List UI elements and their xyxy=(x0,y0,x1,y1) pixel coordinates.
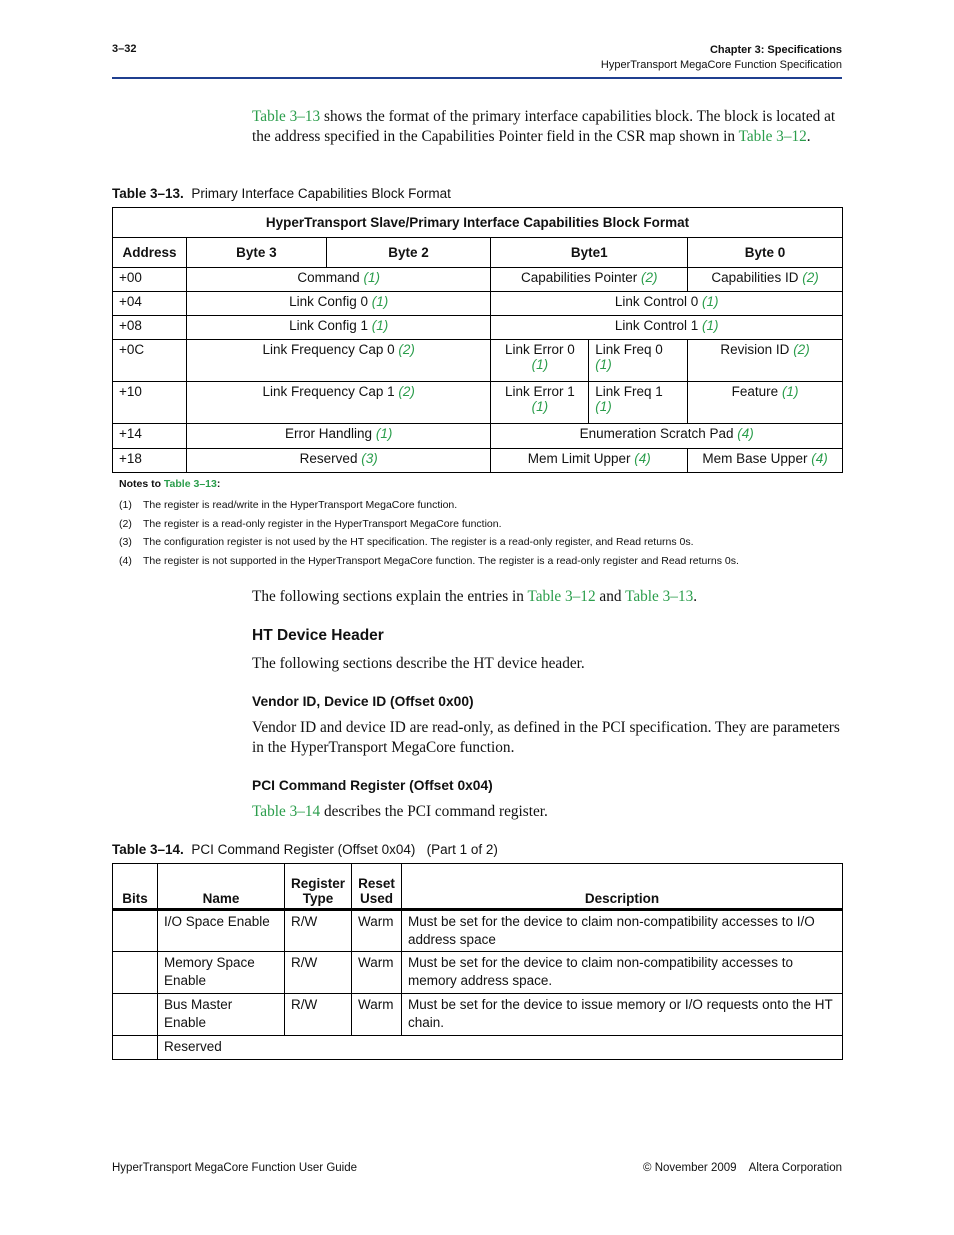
page-number: 3–32 xyxy=(112,43,137,55)
col-address: Address xyxy=(113,238,187,268)
col-description: Description xyxy=(402,864,843,910)
following-paragraph: The following sections explain the entries in Table 3–12 and Table 3–13. xyxy=(252,588,698,605)
col-name: Name xyxy=(158,864,285,910)
capabilities-block-table xyxy=(112,207,843,473)
table-row: Reserved xyxy=(113,1036,843,1060)
table-3-14-link[interactable]: Table 3–14 xyxy=(252,803,321,820)
note-item: (3) The configuration register is not used by the HT specification. The register is a read-only register, and Read returns 0s. xyxy=(119,536,694,548)
col-reset-used: Reset Used xyxy=(352,864,402,910)
section-title: HyperTransport MegaCore Function Specification xyxy=(600,59,842,71)
vendor-id-desc: Vendor ID and device ID are read-only, as defined in the PCI specification. They are parameters in the HyperTransport MegaCore function. xyxy=(252,719,840,756)
table-3-13-link[interactable]: Table 3–13 xyxy=(252,108,321,125)
table-row: I/O Space Enable R/W Warm Must be set for the device to claim non-compatibility accesses to I/O address space xyxy=(113,910,843,952)
table-3-13-link[interactable]: Table 3–13 xyxy=(625,588,694,605)
col-register-type: Register Type xyxy=(285,864,352,910)
table-row: +00 Command (1) Capabilities Pointer (2) Capabilities ID (2) xyxy=(113,268,843,292)
note-item: (1) The register is read/write in the HyperTransport MegaCore function. xyxy=(119,499,458,511)
table-3-12-link[interactable]: Table 3–12 xyxy=(527,588,596,605)
col-byte1: Byte1 xyxy=(491,238,688,268)
table-row: +08 Link Config 1 (1) Link Control 1 (1) xyxy=(113,316,843,340)
running-header xyxy=(601,43,842,73)
table-row: +04 Link Config 0 (1) Link Control 0 (1) xyxy=(113,292,843,316)
notes-heading: Notes to Table 3–13: xyxy=(119,478,221,490)
pci-command-desc: Table 3–14 describes the PCI command register. xyxy=(252,803,548,820)
col-byte2: Byte 2 xyxy=(326,238,491,268)
note-item: (4) The register is not supported in the HyperTransport MegaCore function. The register is a read-only register and Read returns 0s. xyxy=(119,555,739,567)
table-row: +18 Reserved (3) Mem Limit Upper (4) Mem Base Upper (4) xyxy=(113,449,843,473)
col-byte3: Byte 3 xyxy=(186,238,326,268)
table-3-13-caption: Table 3–13. Primary Interface Capabilities Block Format xyxy=(112,186,451,201)
pci-command-heading: PCI Command Register (Offset 0x04) xyxy=(252,778,493,793)
col-bits: Bits xyxy=(113,864,158,910)
intro-paragraph: Table 3–13 shows the format of the primary interface capabilities block. The block is located at the address specified in the Capabilities Pointer field in the CSR map shown in Table 3–12. xyxy=(252,108,836,145)
table-row: Memory Space Enable R/W Warm Must be set for the device to claim non-compatibility accesses to memory address space. xyxy=(113,952,843,994)
footer-guide-title: HyperTransport MegaCore Function User Guide xyxy=(112,1162,358,1174)
pci-command-table xyxy=(112,863,843,1060)
vendor-id-heading: Vendor ID, Device ID (Offset 0x00) xyxy=(252,694,474,709)
header-rule xyxy=(112,77,842,79)
col-byte0: Byte 0 xyxy=(688,238,843,268)
chapter-title: Chapter 3: Specifications xyxy=(709,44,842,56)
footer-copyright: © November 2009 Altera Corporation xyxy=(643,1162,842,1174)
table-row: Bus Master Enable R/W Warm Must be set for the device to issue memory or I/O requests onto the HT chain. xyxy=(113,994,843,1036)
notes-table-link[interactable]: Table 3–13 xyxy=(163,478,217,490)
table-row: +14 Error Handling (1) Enumeration Scratch Pad (4) xyxy=(113,424,843,449)
table-3-12-link[interactable]: Table 3–12 xyxy=(738,127,807,145)
ht-device-header-heading: HT Device Header xyxy=(252,627,384,644)
table-row: +0C Link Frequency Cap 0 (2) Link Error 0 (1) Link Freq 0 (1) Revision ID (2) xyxy=(113,340,843,382)
table-3-14-caption: Table 3–14. PCI Command Register (Offset 0x04) (Part 1 of 2) xyxy=(112,842,498,857)
table-title: HyperTransport Slave/Primary Interface Capabilities Block Format xyxy=(113,208,843,238)
note-item: (2) The register is a read-only register in the HyperTransport MegaCore function. xyxy=(119,518,502,530)
table-row: +10 Link Frequency Cap 1 (2) Link Error 1 (1) Link Freq 1 (1) Feature (1) xyxy=(113,382,843,424)
ht-device-header-desc: The following sections describe the HT device header. xyxy=(252,655,585,672)
